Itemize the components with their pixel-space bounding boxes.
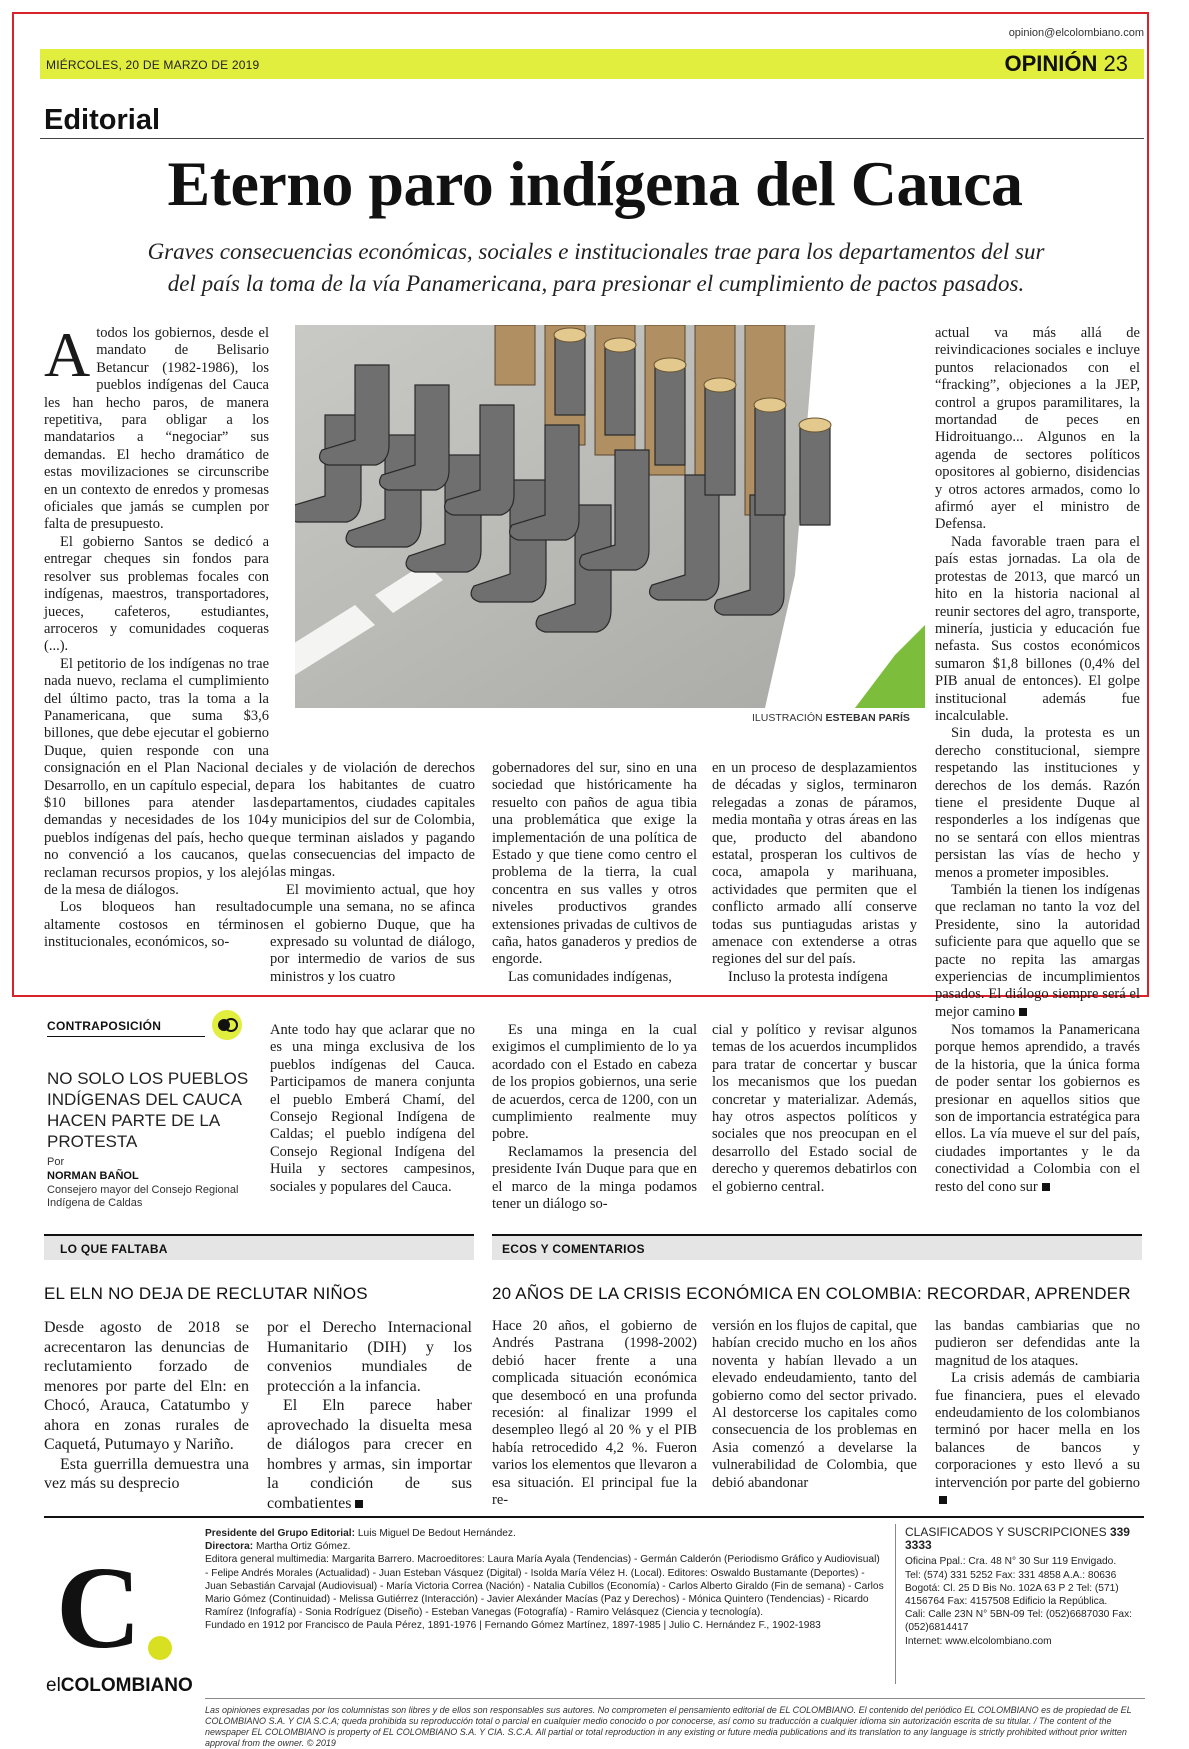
clasificados-line: Oficina Ppal.: Cra. 48 N° 30 Sur 119 Envigado. [905,1556,1117,1568]
editorial-paragraph: El movimiento actual, que hoy cumple una semana, no se afinca en el gobierno Duque, que ha expresado su voluntad de diálogo, por intermedio de varios de sus ministros y los cuatro [270,881,475,985]
contraposicion-title: NO SOLO LOS PUEBLOS INDÍGENAS DEL CAUCA HACEN PARTE DE LA PROTESTA [47,1069,249,1151]
logo-dot [148,1636,172,1660]
lo-que-faltaba-paragraph: por el Derecho Internacional Humanitario (DIH) y los convenios mundiales de protección a la infancia. [267,1319,472,1395]
contraposicion-col-1 [270,1022,475,1196]
boots-illustration [295,325,925,708]
footer-divider [895,1524,896,1684]
editorial-col-1 [44,319,269,952]
editorial-paragraph: Los bloqueos han resultado altamente costosos en términos institucionales, económicos, so- [44,899,269,951]
ecos-paragraph: versión en los flujos de capital, que habían crecido mucho en los años noventa y habían llevado a un elevado endeudamiento, tanto del gobierno como del sector privado. Al destorcerse los capitales como consecuencia de los problemas en Asia comenzó a develarse la vulnerabilidad de Colombia, que debió abandonar [712,1318,917,1491]
contraposicion-paragraph: Nos tomamos la Panamericana porque hemos aprendido, a través de la historia, que la única forma de poder sentar los gobiernos es presionar en aquellos sitios que son de importancia estratégica para ellos. La vía mueve el sur del país, ciudades importantes y le da conectividad a Colombia con el resto del cono sur [935,1022,1140,1195]
section-email[interactable]: opinion@elcolombiano.com [1008,27,1144,39]
contraposicion-icon [212,1010,242,1040]
logo-mark: C [56,1542,142,1673]
ecos-col-3 [935,1318,1140,1509]
page-number: 23 [1103,51,1128,76]
ecos-col-2 [712,1318,917,1492]
footer-rule [44,1516,1144,1518]
contraposicion-rule [47,1036,205,1037]
ecos-paragraph: La crisis además de cambiaria fue financiera, pues el elevado endeudamiento de los colombianos terminó por hacer mella en los balances de bancos y corporaciones y esto llevó a su intervención por parte del gobierno [935,1370,1140,1509]
editorial-col-2 [270,760,475,986]
drop-cap: A [44,319,91,390]
editorial-paragraph: ciales y de violación de derechos para los habitantes de cuatro departamentos, ciudades capitales y municipios del sur de Colombia, que terminan aislados y pagando las consecuencias del impacto de las mingas. [270,760,475,881]
editorial-paragraph: Las comunidades indígenas, [508,968,672,985]
website-link[interactable]: Internet: www.elcolombiano.com [905,1635,1052,1647]
contraposicion-paragraph: Es una minga en la cual exigimos el cumplimiento de lo ya acordado con el Estado en cabeza de los propios gobiernos, una serie de acuerdos, cerca de 1200, con un cumplimiento realmente muy pobre. [492,1022,697,1143]
header-band [40,49,1144,79]
end-mark-icon [355,1500,363,1508]
lo-que-faltaba-col-1 [44,1318,249,1494]
kicker-rule [40,138,1144,139]
editorial-illustration [295,325,925,708]
editorial-paragraph: Atodos los gobiernos, desde el mandato de Belisario Betancur (1982-1986), los pueblos indígenas del Cauca les han hecho paros, de manera repetitiva, para obligar a los mandatarios a “negociar” sus demandas. El hecho dramático de estas movilizaciones se circunscribe en un contexto de enredos y promesas oficiales que jamás se cumplen por falta de presupuesto. [44,319,269,533]
contraposicion-col-4 [935,1022,1140,1196]
ecos-col-1 [492,1318,697,1509]
clasificados-box [905,1526,1140,1648]
staff-line: Fundado en 1912 por Francisco de Paula Pérez, 1891-1976 | Fernando Gómez Martínez, 1897-1985 | Julio C. Hernández F., 1902-1983 [205,1620,821,1632]
end-mark-icon [1042,1183,1050,1191]
ecos-paragraph: las bandas cambiarias que no pudieron ser defendidas ante la magnitud de los ataques. [935,1318,1140,1369]
end-mark-icon [1019,1008,1027,1016]
end-mark-icon [939,1496,947,1504]
editorial-col-3 [492,760,697,986]
editorial-kicker: Editorial [44,104,161,136]
clasificados-line: Tel: (574) 331 5252 Fax: 331 4858 A.A.: 80636 [905,1569,1117,1581]
clasificados-line: Bogotá: Cl. 25 D Bis No. 102A 63 P 2 Tel: (571) 4156764 Fax: 4157508 Edificio la República. [905,1582,1119,1608]
editorial-col-4 [712,760,917,986]
editorial-dek: Graves consecuencias económicas, sociales e institucionales trae para los departamentos del sur del país la toma de la vía Panamericana, para presionar el cumplimiento de pactos pasados. [147,239,1045,296]
editorial-paragraph: actual va más allá de reivindicaciones sociales e incluye puntos relacionados con el “fracking”, objeciones a la JEP, control a grupos paramilitares, la mortandad de peces en Hidroituango... Algunos en la agenda de sectores políticos opositores al gobierno, disidencias y otros actores armados, como lo afirmó ayer el ministro de Defensa. [935,325,1140,533]
clasificados-line: Cali: Calle 23N N° 5BN-09 Tel: (052)6687030 Fax: (052)6814417 [905,1609,1132,1634]
editorial-col-5 [935,325,1140,1021]
editorial-paragraph: Sin duda, la protesta es un derecho constitucional, siempre respetando las instituciones y derechos de los demás. Razón tiene el presidente Duque al responderles a los indígenas que no se sentará con ellos mientras persistan las vías de hecho y menos a prometer imposibles. [935,725,1140,881]
ecos-paragraph: Hace 20 años, el gobierno de Andrés Pastrana (1998-2002) debió hacer frente a una complicada situación económica que desembocó en una profunda recesión: al finalizar 1999 el desempleo llegó al 20 % y el PIB había retrocedido 4,2 %. Fueron varios los elementos que llevaron a esa situación. El principal fue la re- [492,1318,697,1509]
staff-line: Presidente del Grupo Editorial: Luis Miguel De Bedout Hernández. [205,1528,516,1539]
issue-date: MIÉRCOLES, 20 DE MARZO DE 2019 [46,58,260,72]
ecos-title: 20 AÑOS DE LA CRISIS ECONÓMICA EN COLOMBIA: RECORDAR, APRENDER [492,1284,1131,1303]
clasificados-title: CLASIFICADOS Y SUSCRIPCIONES 339 3333 [905,1525,1130,1553]
editorial-paragraph: Incluso la protesta indígena [728,968,888,985]
editorial-paragraph: También la tienen los indígenas que reclaman no tanto la voz del Presidente, sino la autoridad suficiente para que aquello que se pacte no repita las amargas experiencias de incumplimientos pasados. El diálogo siempre será el mejor camino [935,882,1140,1020]
section-name: OPINIÓN 23 [1004,51,1128,76]
staff-line: Editora general multimedia: Margarita Barrero. Macroeditores: Laura María Ayala (Tendencias) - Germán Calderón (Periodismo Gráfico y Audiovisual) - Felipe Andrés Morales (Actualidad) - Juan Esteban Vásquez (Digital) - Isolda María Vélez H. (Local). Editores: Oswaldo Bustamante (Deportes) - Juan Sebastián Carvajal (Audiovisual) - María Victoria Correa (Nación) - Natalia Cubillos (Economía) - Carlos Alberto Giraldo (Fin de semana) - Carlos Mario Gómez (Continuidad) - Melissa Gutiérrez (Interacción) - Javier Alexánder Macías (Paz y Derechos) - Mónica Quintero (Tendencias) - Ricardo Ramírez (Infografía) - Sonia Rodríguez (Diseño) - Esteban Vanegas (Fotografía) - Ramiro Velásquez (Ciencia y tecnología). [205,1554,884,1619]
lo-que-faltaba-label: LO QUE FALTABA [60,1242,168,1256]
editorial-paragraph: El gobierno Santos se dedicó a entregar cheques sin fondos para resolver sus problemas focales con indígenas, maestros, transportadores, jueces, cafeteros, estudiantes, arroceros y comunidades coqueras (...). [44,533,269,655]
logo-wordmark: elCOLOMBIANO [46,1675,193,1696]
contraposicion-paragraph: Ante todo hay que aclarar que no es una minga exclusiva de los pueblos indígenas del Cauca. Participamos de manera conjunta el pueblo Emberá Chamí, del Consejo Regional Indígena de Caldas; el pueblo indígena del Consejo Regional Indígena del Huila y sectores campesinos, sociales y populares del Cauca. [270,1022,475,1195]
lo-que-faltaba-title: EL ELN NO DEJA DE RECLUTAR NIÑOS [44,1284,368,1303]
lo-que-faltaba-paragraph: Desde agosto de 2018 se acrecentaron las denuncias de reclutamiento forzado de menores por parte del Eln: en Chocó, Arauca, Catatumbo y ahora en zonas rurales de Caquetá, Putumayo y Nariño. [44,1319,249,1453]
editorial-paragraph: gobernadores del sur, sino en una sociedad que históricamente ha resuelto con paños de agua tibia una problemática que exige la implementación de una política de Estado y que tiene como centro el problema de la tierra, la cual concentra en sus valles y otros niveles productivos grandes extensiones privadas de cultivos de caña, hatos ganaderos y predios de engorde. [492,760,697,968]
contraposicion-col-2 [492,1022,697,1213]
lo-que-faltaba-col-2 [267,1318,472,1513]
editorial-paragraph: en un proceso de desplazamientos de décadas y siglos, terminaron relegadas a zonas de páramos, media montaña y otras áreas en las que, producto del abandono estatal, prosperan los cultivos de coca, amapola y marihuana, actividades que permiten que el conflicto armado allí conserve todas sus puntiagudas aristas y amenace con extenderse a otras regiones del sur del país. [712,760,917,968]
disclaimer-rule [205,1698,1145,1699]
ecos-label: ECOS Y COMENTARIOS [502,1242,645,1256]
staff-box [205,1527,885,1633]
author-role: Consejero mayor del Consejo Regional Indígena de Caldas [47,1184,239,1209]
editorial-paragraph: Nada favorable traen para el país estas jornadas. La ola de protestas de 2013, que marcó un hito en la historia nacional al reunir sectores del agro, transporte, minería, justicia y educación fue nefasta. Sus costos económicos sumaron $1,8 billones (0,4% del PIB anual de entonces). El golpe institucional además fue incalculable. [935,533,1140,724]
staff-line: Directora: Martha Ortiz Gómez. [205,1541,351,1553]
lo-que-faltaba-paragraph: Esta guerrilla demuestra una vez más su desprecio [44,1455,249,1492]
lo-que-faltaba-paragraph: El Eln parece haber aprovechado la disuelta mesa de diálogos para crecer en hombres y armas, sin importar la condición de sus combatientes [267,1397,472,1512]
byline-prefix: Por [47,1156,65,1168]
editorial-paragraph: El petitorio de los indígenas no trae nada nuevo, reclama el cumplimiento del último pacto, tras la toma a la Panamericana, que suma $3,6 billones, que debe ejecutar el gobierno Duque, quien responde con una consignación en el Plan Nacional de Desarrollo, en un capítulo especial, de $10 billones para atender las demandas y necesidades de los 104 pueblos indígenas del país, hecho que no convenció a los caucanos, que reclaman recursos propios, y los alejó de la mesa de diálogos. [44,655,269,898]
contraposicion-paragraph: cial y político y revisar algunos temas de los acuerdos incumplidos para tratar de concertar y buscar los mecanismos que los puedan concretar y materializar. Además, hay otros aspectos políticos y sociales que nos preocupan en el desarrollo del Estado social de derecho y queremos debatirlos con el gobierno central. [712,1022,917,1195]
author-name: NORMAN BAÑOL [47,1170,139,1182]
contraposicion-label: CONTRAPOSICIÓN [47,1019,162,1033]
contraposicion-paragraph: Reclamamos la presencia del presidente Iván Duque para que en el marco de la minga podamos tener un diálogo so- [492,1143,697,1213]
editorial-headline: Eterno paro indígena del Cauca [167,148,1023,219]
contraposicion-col-3 [712,1022,917,1196]
illustration-credit: ILUSTRACIÓN ESTEBAN PARÍS [752,712,910,724]
disclaimer: Las opiniones expresadas por los columnistas son libres y de ellos son responsables sus autores. No comprometen el pensamiento editorial de EL COLOMBIANO. El contenido del periódico EL COLOMBIANO es de propiedad de EL COLOMBIANO S.A. Y CIA S.C.A; queda prohibida su reproducción total o parcial en cualquier medio conocido o por conocerse, así como su traducción a cualquier idioma sin autorización escrita de su titular. / The content of the newspaper EL COLOMBIANO is property of EL COLOMBIANO S.A. Y CIA. S.C.A. All partial or total reproduction in any existing or future media publications and its translation to any language is strictly prohibited without prior written approval from the owner. © 2019 [205,1705,1132,1748]
